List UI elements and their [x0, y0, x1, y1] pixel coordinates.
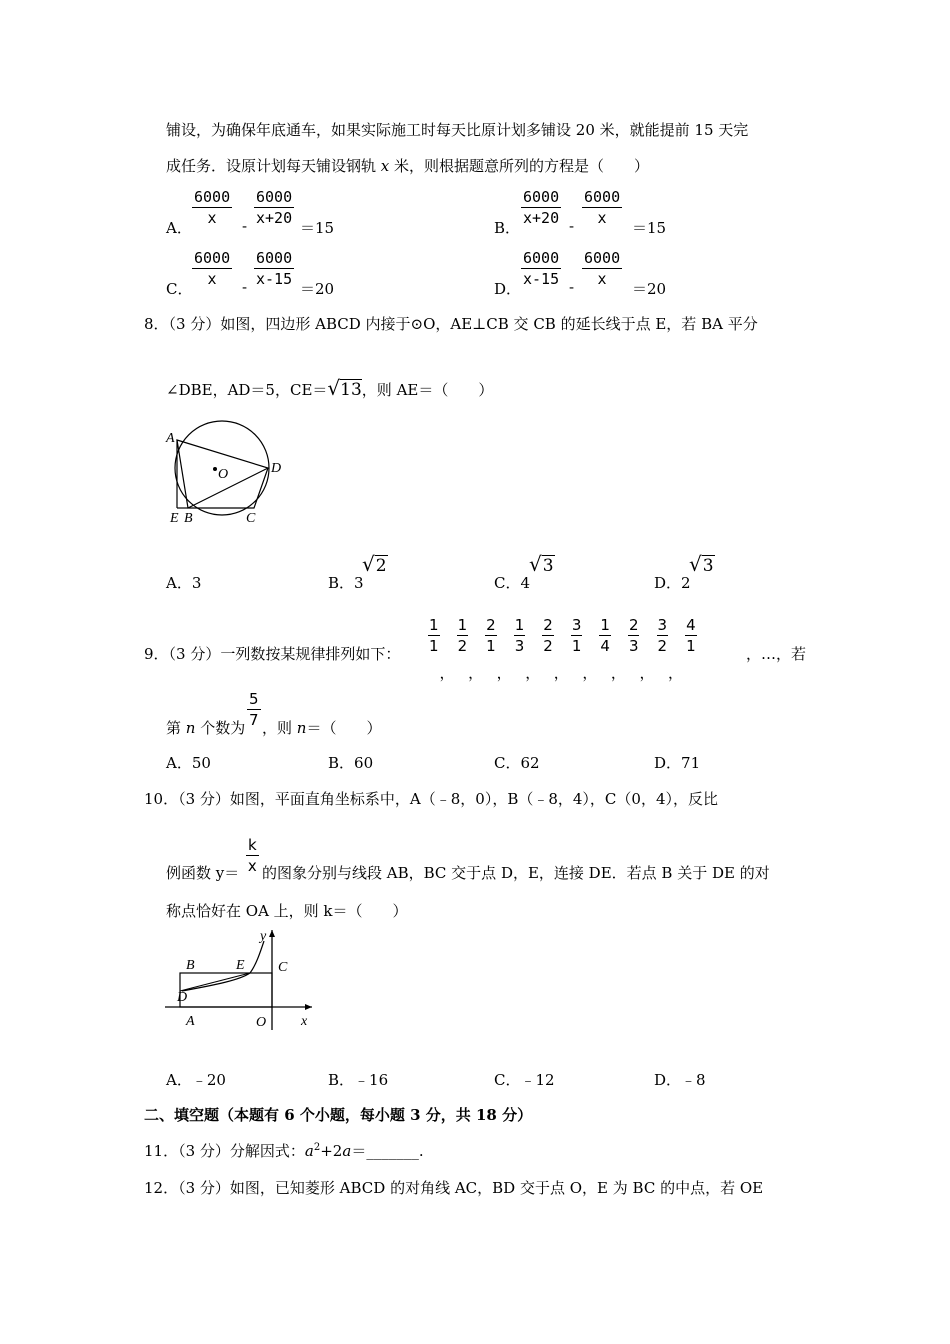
rectangle-abco	[180, 973, 272, 1007]
q9-option-c: C．62	[494, 754, 540, 772]
q8-figure	[160, 420, 300, 530]
q9-line2-b: ，则 n＝（ ）	[262, 719, 382, 737]
comma-separator: ，	[610, 664, 626, 682]
q9-sequence-fraction	[457, 616, 484, 682]
fraction-denominator: 1	[429, 637, 439, 655]
q7-option-a-frac1: $\frac{6000}{x}$	[194, 188, 231, 227]
q9-sequence-fraction	[514, 616, 541, 682]
q9-prefix: 9．（3 分）一列数按某规律排列如下：	[144, 645, 401, 663]
fraction-denominator: 3	[514, 637, 525, 655]
q9-option-b: B．60	[328, 754, 374, 772]
q9-line2-a: 第 n 个数为	[166, 719, 246, 737]
fraction-denominator: 1	[686, 637, 696, 655]
q7-option-c-frac1: $\frac{6000}{x}$	[194, 249, 231, 288]
q9-sequence	[428, 616, 699, 682]
point-b-label: B	[184, 511, 193, 526]
q7-option-a-frac2: $\frac{6000}{x+20}$	[256, 188, 293, 227]
comma-separator: ，	[639, 664, 655, 682]
q7-option-a-label: A．	[166, 219, 192, 237]
q10-option-b: B．﹣16	[328, 1071, 389, 1089]
q7-line2: 成任务．设原计划每天铺设钢轨 x 米，则根据题意所列的方程是（ ）	[166, 157, 650, 175]
q7-option-a-op: -	[242, 217, 248, 235]
fraction-numerator: 4	[686, 616, 696, 634]
y-axis-arrow	[269, 930, 275, 937]
q10-frac: $\frac{k}{x}$	[247, 836, 257, 875]
q7-option-b-frac2: $\frac{6000}{x}$	[584, 188, 621, 227]
point-c-label: C	[246, 511, 256, 526]
point-o-label: O	[218, 467, 229, 482]
fraction-numerator: 2	[543, 616, 553, 634]
q8-option-c-sqrt: √3	[529, 552, 554, 576]
fraction-numerator: 2	[628, 616, 639, 634]
point-e-label: E	[170, 511, 179, 526]
q9-sequence-fraction	[485, 616, 512, 682]
center-o	[213, 467, 217, 471]
q8-option-d-sqrt: √3	[689, 552, 714, 576]
point-b-label: B	[186, 958, 195, 973]
point-e-label: E	[236, 958, 245, 973]
fraction-denominator: 2	[457, 637, 468, 655]
q7-option-b-rhs: ＝15	[632, 219, 667, 237]
q9-sequence-fraction	[685, 616, 697, 655]
q11-line: 11．（3 分）分解因式：$a^2+2a=\_\_\_\_\_\_\_$.	[144, 1142, 424, 1160]
q9-sequence-fraction	[542, 616, 569, 682]
q10-line1: 10．（3 分）如图，平面直角坐标系中，A（﹣8，0），B（﹣8，4），C（0，4），反比	[144, 790, 718, 808]
fraction-numerator: 1	[514, 616, 525, 634]
q7-option-c-op: -	[242, 278, 248, 296]
q7-option-d-rhs: ＝20	[632, 280, 667, 298]
x-axis-arrow	[305, 1004, 312, 1010]
comma-separator: ，	[468, 664, 484, 682]
q7-option-d-label: D．	[494, 280, 522, 298]
comma-separator: ，	[439, 664, 455, 682]
q8-option-d: D．2	[654, 574, 691, 592]
q7-option-d-frac1: $\frac{6000}{x-15}$	[523, 249, 560, 288]
q7-option-d-frac2: $\frac{6000}{x}$	[584, 249, 621, 288]
point-d-label: D	[271, 461, 282, 476]
section-2-title: 二、填空题（本题有 6 个小题，每小题 3 分，共 18 分）	[144, 1106, 533, 1124]
fraction-numerator: 3	[657, 616, 668, 634]
comma-separator: ，	[553, 664, 569, 682]
q8-line2: ∠DBE，AD＝5，CE＝√13，则 AE＝（ ）	[166, 376, 494, 400]
q10-option-c: C．﹣12	[494, 1071, 555, 1089]
q10-option-a: A．﹣20	[166, 1071, 226, 1089]
q10-figure	[160, 925, 320, 1035]
q8-option-a: A．3	[166, 574, 202, 592]
comma-separator: ，	[582, 664, 598, 682]
fraction-denominator: 3	[628, 637, 639, 655]
fraction-numerator: 2	[486, 616, 496, 634]
q12-line1: 12．（3 分）如图，已知菱形 ABCD 的对角线 AC，BD 交于点 O，E 为 BC 的中点，若 OE	[144, 1179, 764, 1197]
comma-separator: ，	[525, 664, 541, 682]
fraction-denominator: 1	[571, 637, 582, 655]
point-o-label: O	[256, 1015, 267, 1030]
q10-line3: 称点恰好在 OA 上，则 k＝（ ）	[166, 902, 408, 920]
q7-option-a-rhs: ＝15	[300, 219, 335, 237]
point-c-label: C	[278, 960, 288, 975]
q10-option-d: D．﹣8	[654, 1071, 706, 1089]
q10-line2-a: 例函数 y＝	[166, 864, 240, 882]
q7-option-c-rhs: ＝20	[300, 280, 335, 298]
fraction-numerator: 1	[600, 616, 610, 634]
comma-separator: ，	[496, 664, 512, 682]
comma-separator: ，	[668, 664, 684, 682]
q7-option-b-op: -	[569, 217, 575, 235]
fraction-numerator: 3	[571, 616, 582, 634]
q9-target-frac: $\frac{5}{7}$	[249, 690, 259, 729]
segment-de	[180, 973, 250, 991]
q7-option-b-label: B．	[494, 219, 521, 237]
fraction-denominator: 2	[657, 637, 668, 655]
point-a-label: A	[166, 431, 175, 446]
q7-option-b-frac1: $\frac{6000}{x+20}$	[523, 188, 560, 227]
q9-sequence-fraction	[428, 616, 455, 682]
q9-sequence-fraction	[628, 616, 655, 682]
fraction-numerator: 1	[457, 616, 468, 634]
q9-sequence-fraction	[571, 616, 598, 682]
fraction-numerator: 1	[429, 616, 439, 634]
q9-sequence-fraction	[599, 616, 626, 682]
q10-line2-b: 的图象分别与线段 AB，BC 交于点 D，E，连接 DE．若点 B 关于 DE 的对	[262, 864, 770, 882]
point-d-label: D	[177, 990, 188, 1005]
fraction-denominator: 4	[600, 637, 610, 655]
y-axis-label: y	[260, 929, 267, 944]
q9-suffix: ，…，若	[746, 645, 807, 663]
q9-option-d: D．71	[654, 754, 701, 772]
fraction-denominator: 2	[543, 637, 553, 655]
q8-option-b: B．3	[328, 574, 364, 592]
q7-option-c-frac2: $\frac{6000}{x-15}$	[256, 249, 293, 288]
q9-option-a: A．50	[166, 754, 211, 772]
x-axis-label: x	[301, 1014, 308, 1029]
q7-line1: 铺设，为确保年底通车，如果实际施工时每天比原计划多铺设 20 米，就能提前 15 天完	[166, 121, 749, 139]
q8-line1: 8．（3 分）如图，四边形 ABCD 内接于⊙O，AE⊥CB 交 CB 的延长线于点 E，若 BA 平分	[144, 315, 758, 333]
q7-option-d-op: -	[569, 278, 575, 296]
q8-option-c: C．4	[494, 574, 531, 592]
q9-sequence-fraction	[657, 616, 684, 682]
q7-option-c-label: C．	[166, 280, 193, 298]
fraction-denominator: 1	[486, 637, 496, 655]
q8-option-b-sqrt: √2	[362, 552, 387, 576]
point-a-label: A	[186, 1014, 195, 1029]
